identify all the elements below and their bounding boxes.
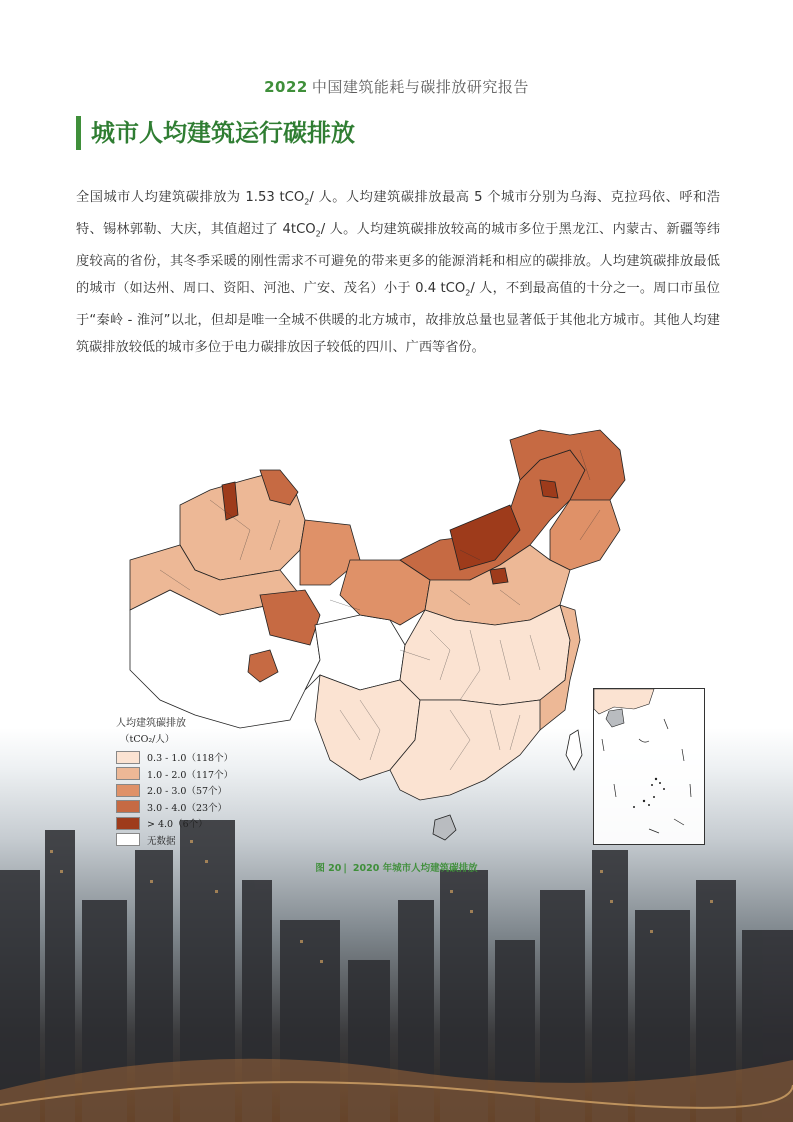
south-china-sea-map xyxy=(594,689,704,844)
body-text-part-3: / 人。人均建筑碳排放较高的城市多位于黑龙江、内蒙古、新疆等纬度较高的省份，其冬季采暖的刚性需求不可避免的带来更多的能源消耗和相应的碳排放。人均建筑碳排放最低的城市（如达州、周口、资阳、河池、广安、茂名）小于 0.4 tCO xyxy=(76,221,721,296)
header-year: 2022 xyxy=(264,78,308,96)
legend-item xyxy=(116,782,266,799)
map-region-hainan xyxy=(433,815,456,840)
legend-items xyxy=(116,749,266,848)
figure-number: 图 20 xyxy=(315,863,342,874)
city-buildings-illustration xyxy=(0,810,793,1122)
legend-item xyxy=(116,799,266,816)
map-region-daqing xyxy=(540,480,558,498)
legend-label: 无数据 xyxy=(147,835,176,847)
section-title: 城市人均建筑运行碳排放 xyxy=(76,116,355,150)
map-region-hohhot xyxy=(490,568,508,584)
legend-label: 0.3 - 1.0（118个） xyxy=(147,753,234,765)
legend-swatch xyxy=(116,817,140,830)
legend-label: > 4.0（6个） xyxy=(147,819,208,831)
legend-title: 人均建筑碳排放 xyxy=(116,718,186,729)
map-legend xyxy=(116,714,266,848)
map-region-taiwan xyxy=(566,730,582,770)
legend-item xyxy=(116,749,266,766)
body-paragraph xyxy=(76,184,720,361)
body-text-part-2: / 人。人均建筑碳排放最高 5 个城市分别为乌海、克拉玛依、呼和浩特、锡林郭勒、大庆，其值超过了 4tCO xyxy=(76,190,720,237)
co2-subscript-3: 2 xyxy=(465,288,471,298)
south-china-sea-inset xyxy=(593,688,705,845)
figure-caption xyxy=(0,860,793,874)
legend-item xyxy=(116,766,266,783)
legend-label: 2.0 - 3.0（57个） xyxy=(147,786,228,798)
body-text-part-1: 全国城市人均建筑碳排放为 1.53 tCO xyxy=(76,190,305,205)
legend-swatch xyxy=(116,767,140,780)
header-report-title: 中国建筑能耗与碳排放研究报告 xyxy=(311,78,529,96)
legend-item xyxy=(116,815,266,832)
legend-swatch xyxy=(116,833,140,846)
legend-swatch xyxy=(116,751,140,764)
legend-item xyxy=(116,832,266,849)
figure-caption-text: 2020 年城市人均建筑碳排放 xyxy=(352,863,478,874)
legend-swatch xyxy=(116,784,140,797)
legend-label: 3.0 - 4.0（23个） xyxy=(147,802,228,814)
map-region-jilin-liaoning xyxy=(550,500,620,570)
legend-unit: （tCO₂/人） xyxy=(120,734,175,745)
caption-separator: | xyxy=(343,863,347,874)
co2-subscript-2: 2 xyxy=(315,229,321,239)
legend-label: 1.0 - 2.0（117个） xyxy=(147,769,234,781)
china-carbon-map-figure xyxy=(100,410,720,850)
legend-swatch xyxy=(116,800,140,813)
running-header xyxy=(0,76,793,97)
co2-subscript-1: 2 xyxy=(304,197,310,207)
body-text-part-4: / 人，不到最高值的十分之一。周口市虽位于“秦岭 - 淮河”以北，但却是唯一全城不供暖的北方城市，故排放总量也显著低于其他北方城市。其他人均建筑碳排放较低的城市多位于电力碳排放因子较低的四川、广西等省份。 xyxy=(76,280,720,355)
